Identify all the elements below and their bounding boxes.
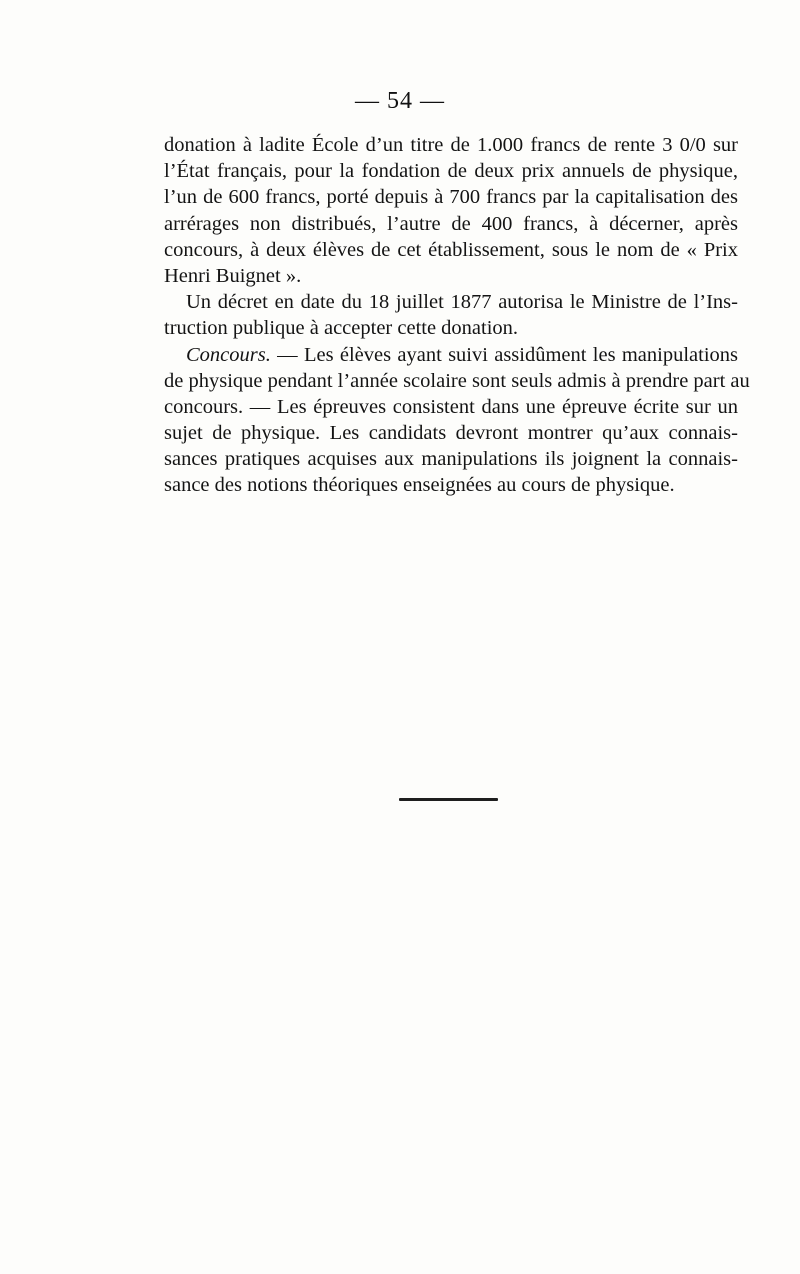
- page-number: — 54 —: [355, 88, 445, 114]
- paragraph-2-line-2: truction publique à accepter cette donation.: [164, 317, 519, 340]
- paragraph-2-line-1: Un décret en date du 18 juillet 1877 autorisa le Ministre de l’Ins-: [186, 291, 738, 314]
- concours-heading: Concours.: [186, 343, 271, 366]
- paragraph-1-line-1: donation à ladite École d’un titre de 1.000 francs de rente 3 0/0 sur: [164, 134, 738, 156]
- paragraph-3-line-1-rest: — Les élèves ayant suivi assidûment les manipulations: [270, 343, 738, 366]
- paragraph-3-line-3: concours. — Les épreuves consistent dans une épreuve écrite sur un: [164, 395, 738, 418]
- paragraph-3-line-2: de physique pendant l’année scolaire sont seuls admis à prendre part au: [164, 369, 750, 392]
- paragraph-3-line-5: sances pratiques acquises aux manipulations ils joignent la connais-: [164, 448, 738, 471]
- paragraph-3-line-6: sance des notions théoriques enseignées au cours de physique.: [164, 474, 675, 497]
- section-end-rule: [399, 798, 498, 801]
- paragraph-1-line-2: l’État français, pour la fondation de deux prix annuels de physique,: [164, 160, 738, 183]
- paragraph-3-line-4: sujet de physique. Les candidats devront montrer qu’aux connais-: [164, 422, 738, 445]
- paragraph-1-line-6: Henri Buignet ».: [164, 264, 302, 287]
- paragraph-3-line-1: [164, 342, 738, 368]
- paragraph-1-line-3: l’un de 600 francs, porté depuis à 700 francs par la capitalisation des: [164, 186, 738, 209]
- paragraph-1-line-4: arrérages non distribués, l’autre de 400 francs, à décerner, après: [164, 212, 738, 235]
- body-text: [164, 132, 750, 499]
- paragraph-1-line-5: concours, à deux élèves de cet établissement, sous le nom de « Prix: [164, 238, 738, 261]
